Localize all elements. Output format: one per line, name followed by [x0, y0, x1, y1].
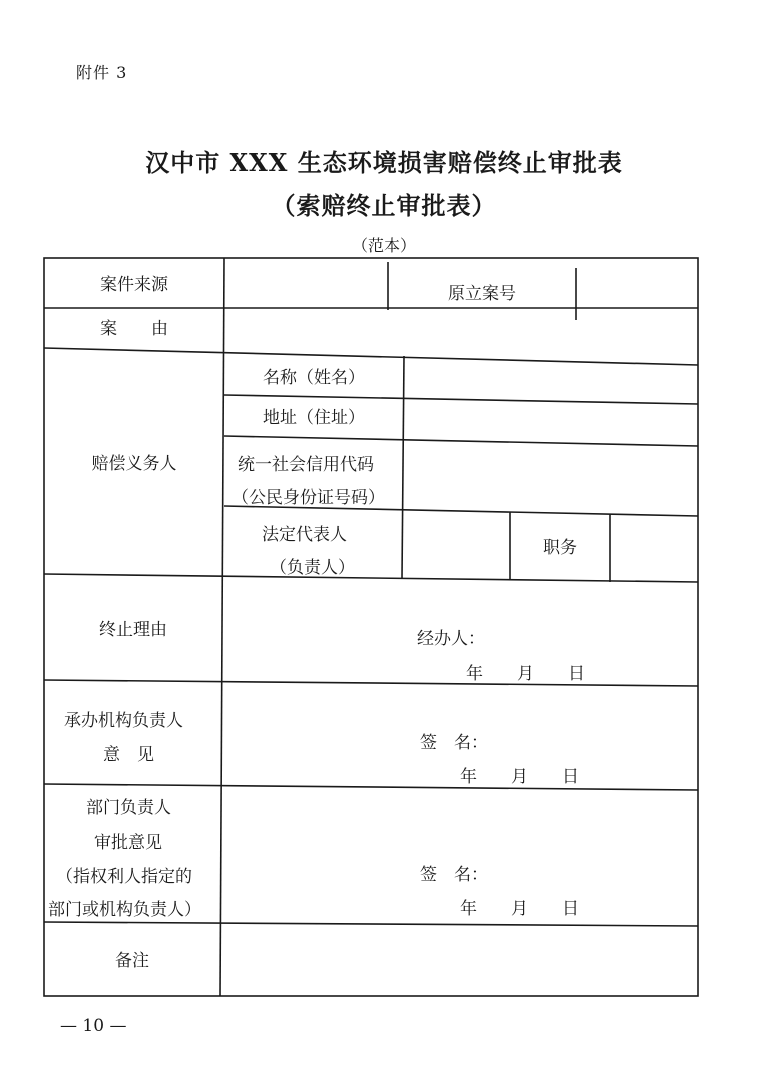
address-field[interactable]: [404, 404, 698, 444]
id-number-label: （公民身份证号码）: [232, 488, 385, 508]
responsible-person-label: （负责人）: [270, 558, 355, 578]
undertaker-opinion-label: 意 见: [103, 745, 154, 765]
address-label: 地址（住址）: [263, 408, 365, 428]
page-number: — 10 —: [60, 1016, 127, 1036]
case-source-label: 案件来源: [100, 275, 168, 295]
date-label: 年 月 日: [460, 899, 579, 919]
remarks-field[interactable]: [220, 926, 698, 996]
credit-code-label: 统一社会信用代码: [238, 455, 374, 475]
position-field[interactable]: [610, 518, 698, 582]
credit-code-field[interactable]: [404, 446, 698, 514]
case-source-field[interactable]: [224, 263, 388, 307]
dept-note-label: （指权利人指定的: [56, 867, 192, 887]
form-title: 汉中市 XXX 生态环境损害赔偿终止审批表: [145, 148, 623, 177]
handler-label: 经办人：: [417, 629, 485, 649]
date-label: 年 月 日: [466, 664, 585, 684]
dept-note-label-2: 部门或机构负责人）: [48, 900, 201, 920]
attachment-label: 附件 3: [76, 63, 128, 82]
undertaker-label: 承办机构负责人: [64, 711, 183, 731]
date-label: 年 月 日: [460, 767, 579, 787]
legal-rep-label: 法定代表人: [262, 525, 347, 545]
form-subtitle: （索赔终止审批表）: [271, 191, 497, 220]
sign-label: 签 名：: [420, 733, 488, 753]
legal-rep-field[interactable]: [404, 514, 510, 578]
position-label: 职务: [543, 538, 577, 558]
original-case-no-label: 原立案号: [448, 284, 516, 304]
approval-opinion-label: 审批意见: [94, 833, 162, 853]
dept-head-label: 部门负责人: [86, 798, 171, 818]
sample-note: （范本）: [351, 236, 416, 255]
remarks-label: 备注: [115, 951, 149, 971]
case-reason-label: 案 由: [100, 319, 168, 339]
name-field[interactable]: [404, 362, 698, 402]
name-label: 名称（姓名）: [263, 368, 365, 388]
obligor-label: 赔偿义务人: [91, 454, 177, 474]
original-case-no-field[interactable]: [576, 272, 698, 316]
termination-reason-label: 终止理由: [99, 620, 167, 640]
row-divider: [44, 784, 698, 790]
case-reason-field[interactable]: [224, 314, 698, 356]
sign-label: 签 名：: [420, 865, 488, 885]
